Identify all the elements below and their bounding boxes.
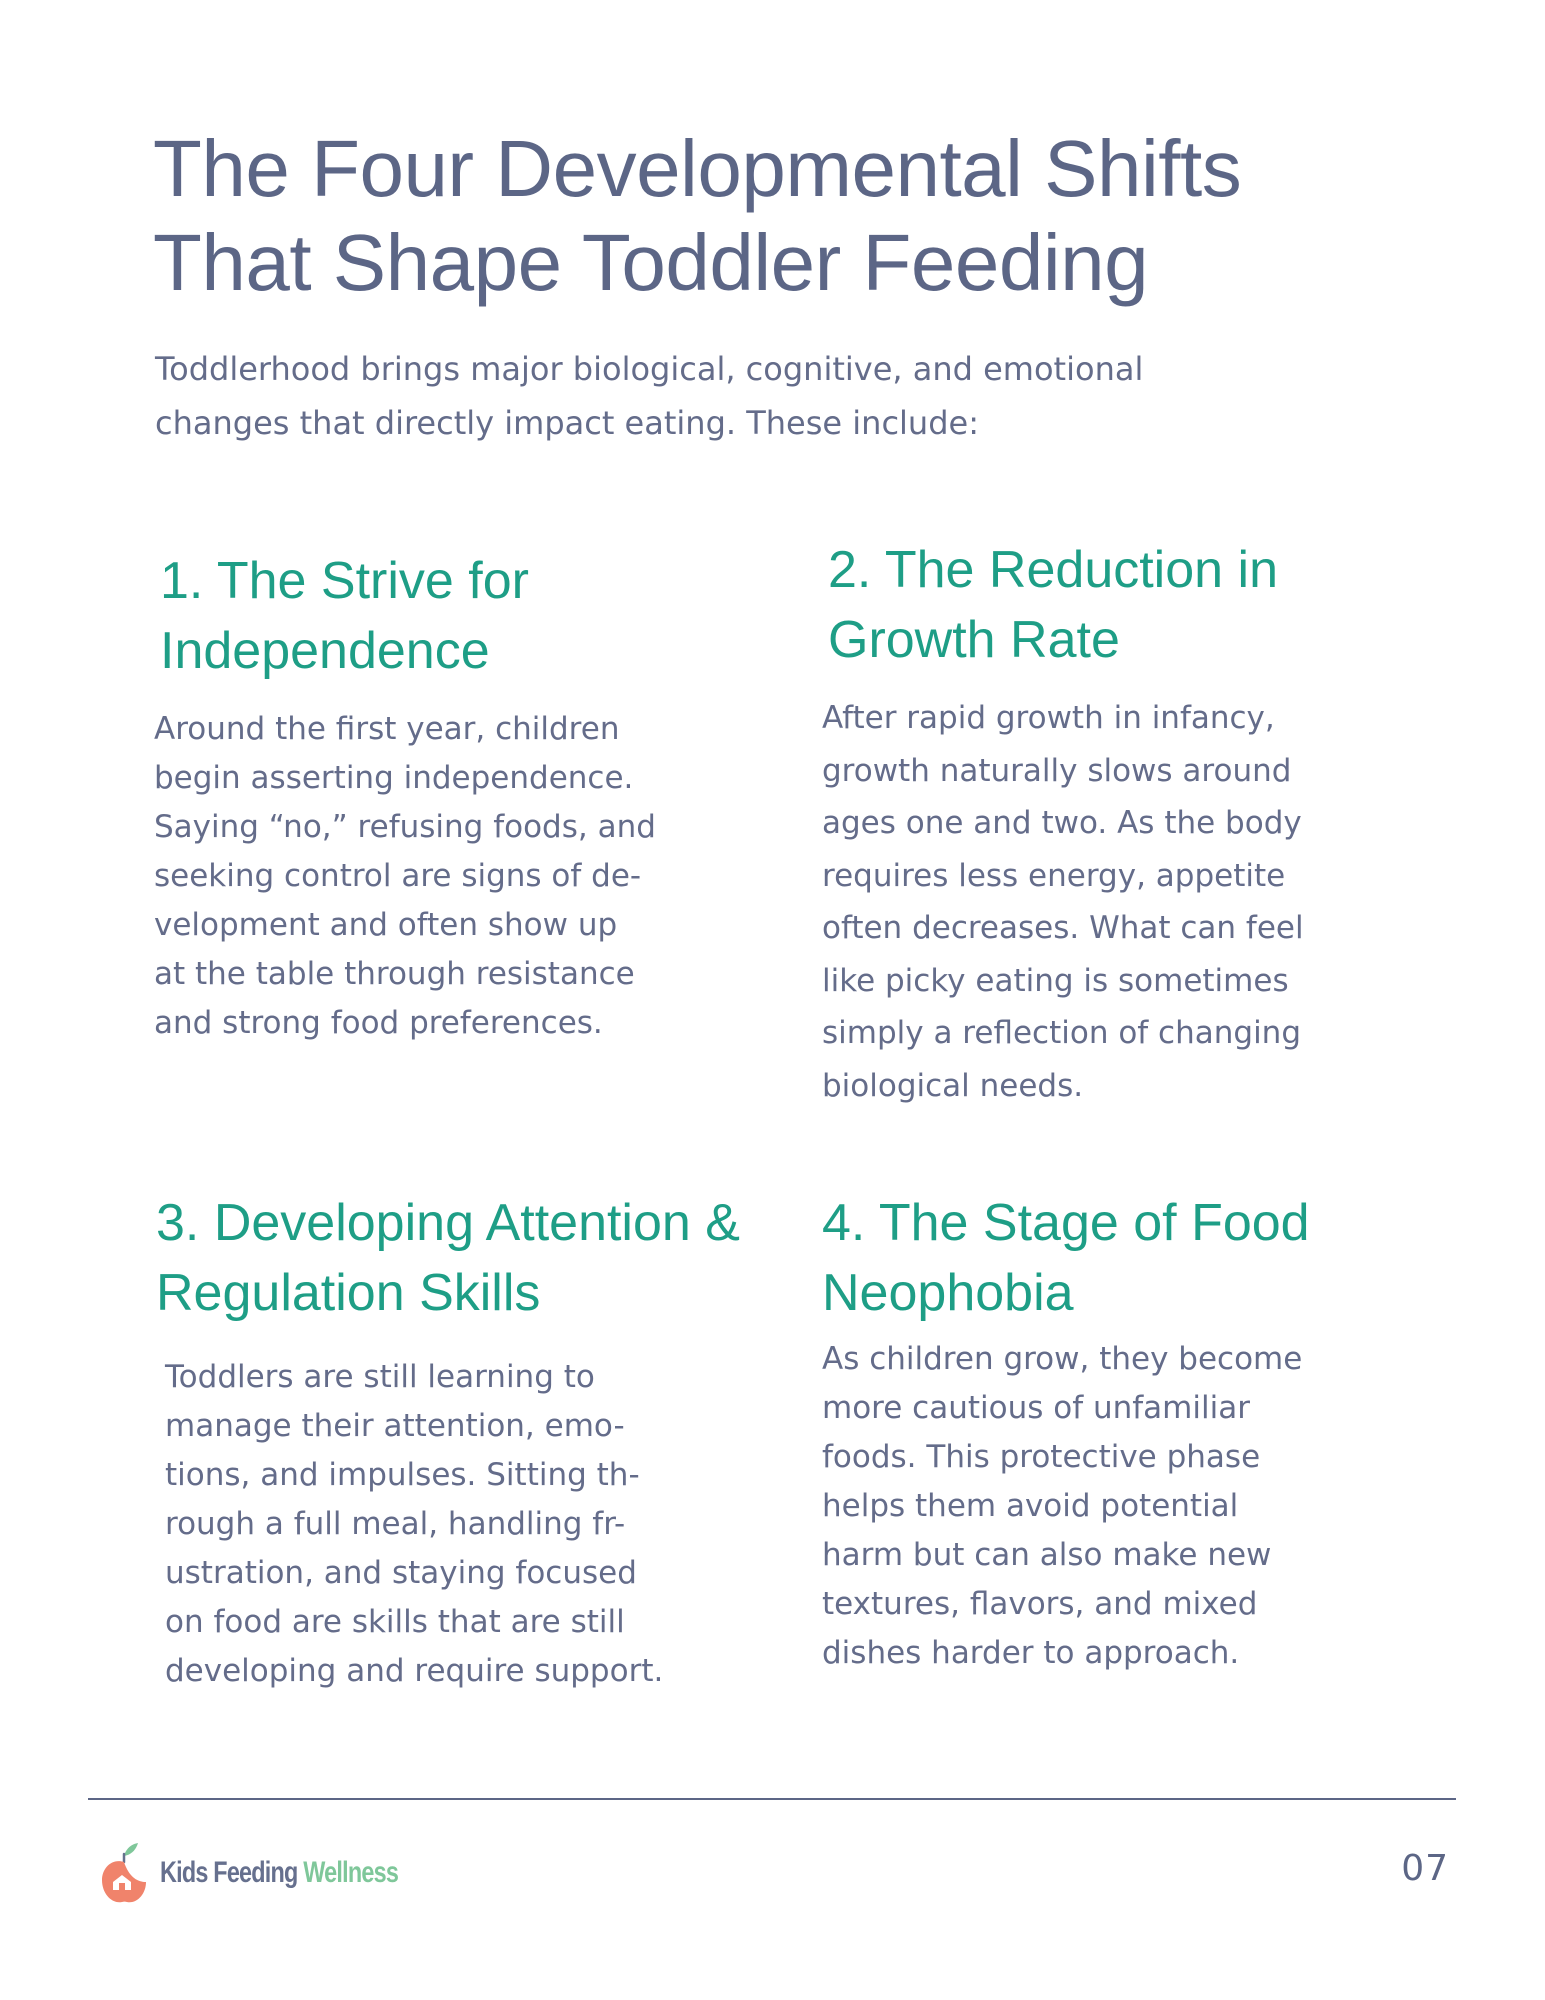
page-title-line: That Shape Toddler Feeding [153,218,1149,307]
section-heading-attention-regulation [156,1188,740,1328]
body-line: and strong food preferences. [154,1005,603,1041]
body-line: rough a full meal, handling fr- [165,1506,626,1542]
body-line: textures, flavors, and mixed [822,1586,1258,1622]
heading-line: 4. The Stage of Food [822,1194,1310,1252]
section-body-food-neophobia [822,1335,1302,1678]
footer-divider [88,1798,1456,1800]
body-line: often decreases. What can feel [822,910,1304,946]
page-number: 07 [1401,1848,1449,1889]
apple-logo-icon [100,1842,150,1904]
body-line: at the table through resistance [154,956,635,992]
body-line: manage their attention, emo- [165,1408,625,1444]
body-line: dishes harder to approach. [822,1635,1240,1671]
heading-line: Neophobia [822,1264,1074,1322]
body-line: begin asserting independence. [154,760,634,796]
heading-line: 1. The Strive for [160,552,529,610]
page-title [153,122,1353,310]
page-title-line: The Four Developmental Shifts [153,124,1242,213]
body-line: Toddlers are still learning to [165,1359,595,1395]
body-line: tions, and impulses. Sitting th- [165,1457,640,1493]
body-line: developing and require support. [165,1653,664,1689]
intro-paragraph [155,342,1355,450]
brand-logo [100,1842,465,1904]
heading-line: 2. The Reduction in [828,541,1278,599]
section-heading-food-neophobia [822,1188,1310,1328]
body-line: simply a reflection of changing [822,1015,1302,1051]
heading-line: Independence [160,622,490,680]
body-line: Around the first year, children [154,711,620,747]
brand-name-part1: Kids Feeding [160,1856,298,1889]
body-line: As children grow, they become [822,1341,1303,1377]
body-line: requires less energy, appetite [822,857,1286,894]
heading-line: Regulation Skills [156,1264,541,1322]
body-line: ages one and two. As the body [822,805,1302,841]
brand-name [160,1856,398,1890]
heading-line: Growth Rate [828,611,1120,669]
section-body-growth-rate [822,692,1304,1112]
body-line: seeking control are signs of de- [154,858,642,894]
intro-line: changes that directly impact eating. These include: [155,404,979,442]
body-line: harm but can also make new [822,1537,1272,1573]
body-line: Saying “no,” refusing foods, and [154,809,656,845]
section-heading-independence [160,546,529,686]
section-body-independence [154,705,656,1048]
heading-line: 3. Developing Attention & [156,1194,740,1252]
body-line: like picky eating is sometimes [822,962,1289,999]
intro-line: Toddlerhood brings major biological, cognitive, and emotional [155,350,1144,388]
body-line: more cautious of unfamiliar [822,1390,1250,1426]
body-line: foods. This protective phase [822,1439,1261,1475]
section-body-attention-regulation [165,1353,663,1696]
body-line: biological needs. [822,1067,1084,1104]
body-line: velopment and often show up [154,907,618,943]
brand-name-part2: Wellness [303,1856,399,1889]
body-line: on food are skills that are still [165,1604,625,1640]
section-heading-growth-rate [828,535,1278,675]
body-line: ustration, and staying focused [165,1555,637,1591]
body-line: After rapid growth in infancy, [822,700,1275,736]
body-line: helps them avoid potential [822,1488,1239,1524]
body-line: growth naturally slows around [822,752,1292,789]
